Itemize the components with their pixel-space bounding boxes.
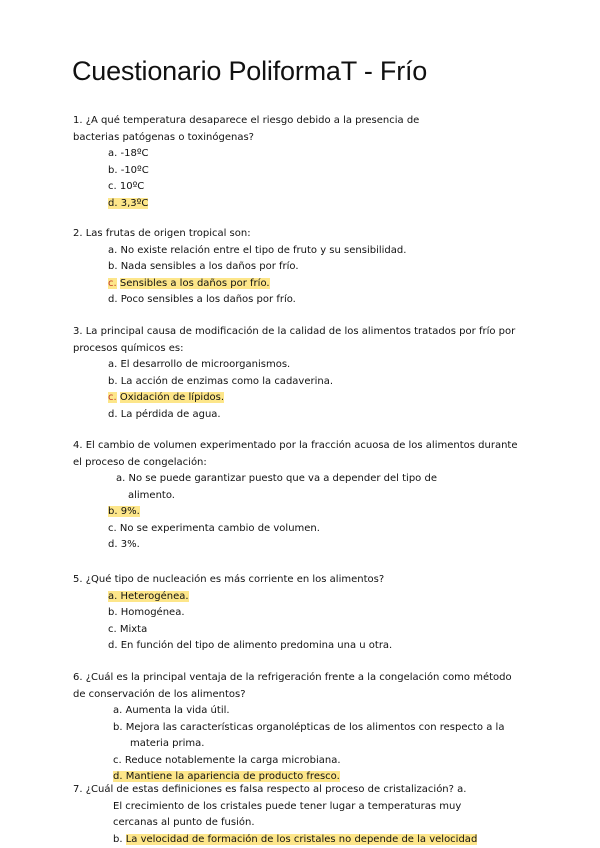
question-text: 2. Las frutas de origen tropical son: [73, 228, 251, 239]
option-d-correct: d. Mantiene la apariencia de producto fresco. [113, 771, 340, 782]
page-title: Cuestionario PoliformaT - Frío [72, 56, 428, 86]
option-c: c. Mixta [108, 623, 148, 635]
option-b-correct: La velocidad de formación de los cristales no depende de la velocidad [125, 833, 478, 845]
option-b-letter: b. [113, 833, 123, 845]
option-d-correct: d. 3,3ºC [108, 197, 149, 209]
option-b: b. La acción de enzimas como la cadaverina. [108, 375, 334, 387]
question-text: 7. ¿Cuál de estas definiciones es falsa respecto al proceso de cristalización? a. [73, 784, 467, 795]
question-2 [73, 226, 406, 309]
option-a: a. No se puede garantizar puesto que va a depender del tipo de [116, 473, 437, 484]
question-text: bacterias patógenas o toxinógenas? [73, 131, 254, 143]
question-text: 6. ¿Cuál es la principal ventaja de la refrigeración frente a la congelación como método [73, 672, 512, 683]
option-d: d. La pérdida de agua. [108, 408, 221, 420]
option-c: c. 10ºC [108, 181, 145, 192]
option-a: a. Aumenta la vida útil. [113, 705, 230, 716]
option-a: a. -18ºC [108, 148, 149, 159]
question-4 [73, 438, 518, 554]
question-5 [73, 572, 392, 655]
question-7 [73, 782, 477, 848]
option-a: El crecimiento de los cristales puede tener lugar a temperaturas muy [113, 800, 462, 812]
option-c-letter: c. [108, 392, 117, 403]
option-a: a. El desarrollo de microorganismos. [108, 359, 291, 370]
option-c: c. No se experimenta cambio de volumen. [108, 522, 320, 534]
option-b-continued: materia prima. [130, 738, 205, 749]
question-6 [73, 670, 512, 786]
option-d: d. 3%. [108, 539, 140, 550]
option-b: b. Homogénea. [108, 607, 185, 618]
question-text: 1. ¿A qué temperatura desaparece el riesgo debido a la presencia de [73, 115, 420, 126]
option-a: a. No existe relación entre el tipo de fruto y su sensibilidad. [108, 244, 407, 256]
question-1 [73, 113, 419, 212]
option-a-correct: a. Heterogénea. [108, 590, 189, 602]
option-c-correct: Sensibles a los daños por frío. [119, 277, 270, 289]
option-c-letter: c. [108, 277, 117, 289]
option-a-continued: cercanas al punto de fusión. [113, 817, 255, 828]
question-text: procesos químicos es: [73, 342, 184, 354]
option-b: b. Nada sensibles a los daños por frío. [108, 261, 299, 272]
option-b: b. Mejora las características organolépticas de los alimentos con respecto a la [113, 721, 505, 733]
option-b-correct: b. 9%. [108, 506, 140, 517]
option-c-correct: Oxidación de lípidos. [119, 392, 225, 403]
option-d: d. En función del tipo de alimento predomina una u otra. [108, 640, 393, 651]
question-text: 4. El cambio de volumen experimentado por la fracción acuosa de los alimentos durante [73, 440, 518, 451]
question-text: 3. La principal causa de modificación de la calidad de los alimentos tratados por frío por [73, 326, 516, 337]
option-a-continued: alimento. [128, 489, 175, 501]
question-text: 5. ¿Qué tipo de nucleación es más corriente en los alimentos? [73, 574, 385, 585]
question-text: el proceso de congelación: [73, 456, 207, 468]
option-c: c. Reduce notablemente la carga microbiana. [113, 754, 341, 766]
question-text: de conservación de los alimentos? [73, 688, 246, 700]
option-d: d. Poco sensibles a los daños por frío. [108, 294, 296, 305]
option-b: b. -10ºC [108, 164, 149, 176]
question-3 [73, 324, 515, 423]
